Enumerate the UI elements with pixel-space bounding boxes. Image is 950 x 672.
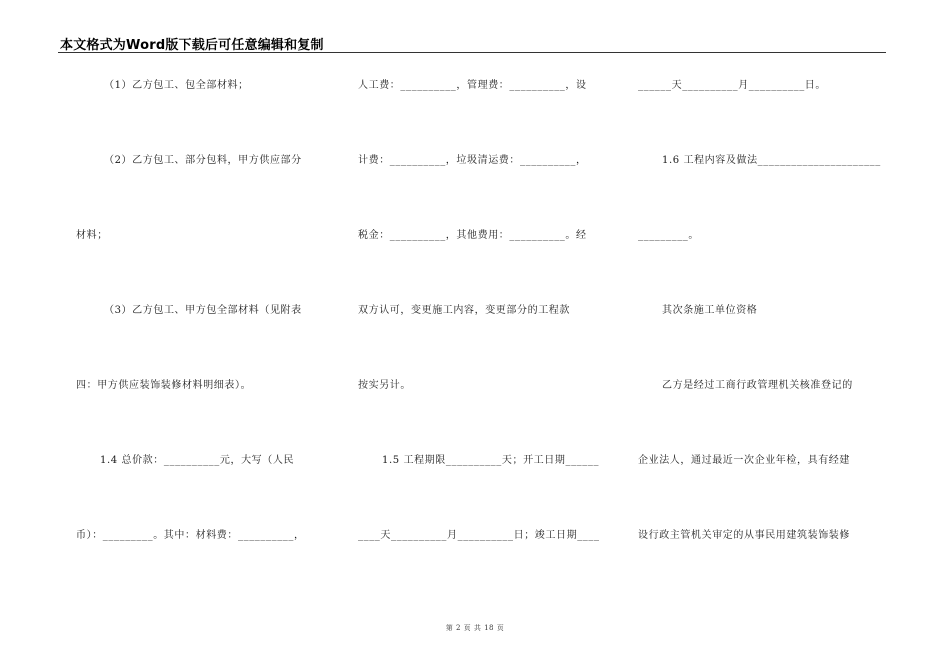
text-line: （3）乙方包工、甲方包全部材料（见附表 — [104, 305, 302, 316]
text-line: 材料； — [76, 230, 108, 241]
text-line: 税金：__________，其他费用：__________。经 — [358, 230, 587, 241]
text-line: 计费：__________，垃圾清运费：__________， — [358, 155, 587, 166]
page-number: 第 2 页 共 18 页 — [445, 624, 505, 632]
text-line: 设行政主管机关审定的从事民用建筑装饰装修 — [638, 530, 850, 541]
text-line: 其次条施工单位资格 — [662, 305, 758, 316]
text-line: 乙方是经过工商行政管理机关核准登记的 — [662, 380, 853, 391]
header-divider — [58, 52, 886, 53]
text-line: 四：甲方供应装饰装修材料明细表）。 — [76, 380, 252, 391]
text-line: 按实另计。 — [358, 380, 411, 391]
text-line: _________。 — [638, 230, 699, 241]
page-header-title: 本文格式为Word版下载后可任意编辑和复制 — [60, 38, 324, 53]
text-line: ____天__________月__________日；竣工日期____ — [358, 530, 600, 541]
text-line: 人工费：__________，管理费：__________，设 — [358, 80, 587, 91]
text-line: 企业法人，通过最近一次企业年检，具有经建 — [638, 455, 850, 466]
text-line: ______天__________月__________日。 — [638, 80, 826, 91]
text-line: 1.5 工程期限__________天；开工日期______ — [382, 455, 600, 466]
text-line: （2）乙方包工、部分包料，甲方供应部分 — [104, 155, 302, 166]
text-line: 双方认可，变更施工内容，变更部分的工程款 — [358, 305, 570, 316]
text-line: 1.6 工程内容及做法______________________ — [662, 155, 881, 166]
text-line: 1.4 总价款：__________元，大写（人民 — [100, 455, 295, 466]
text-line: 币）：_________。其中：材料费：__________， — [76, 530, 305, 541]
text-line: （1）乙方包工、包全部材料； — [104, 80, 249, 91]
